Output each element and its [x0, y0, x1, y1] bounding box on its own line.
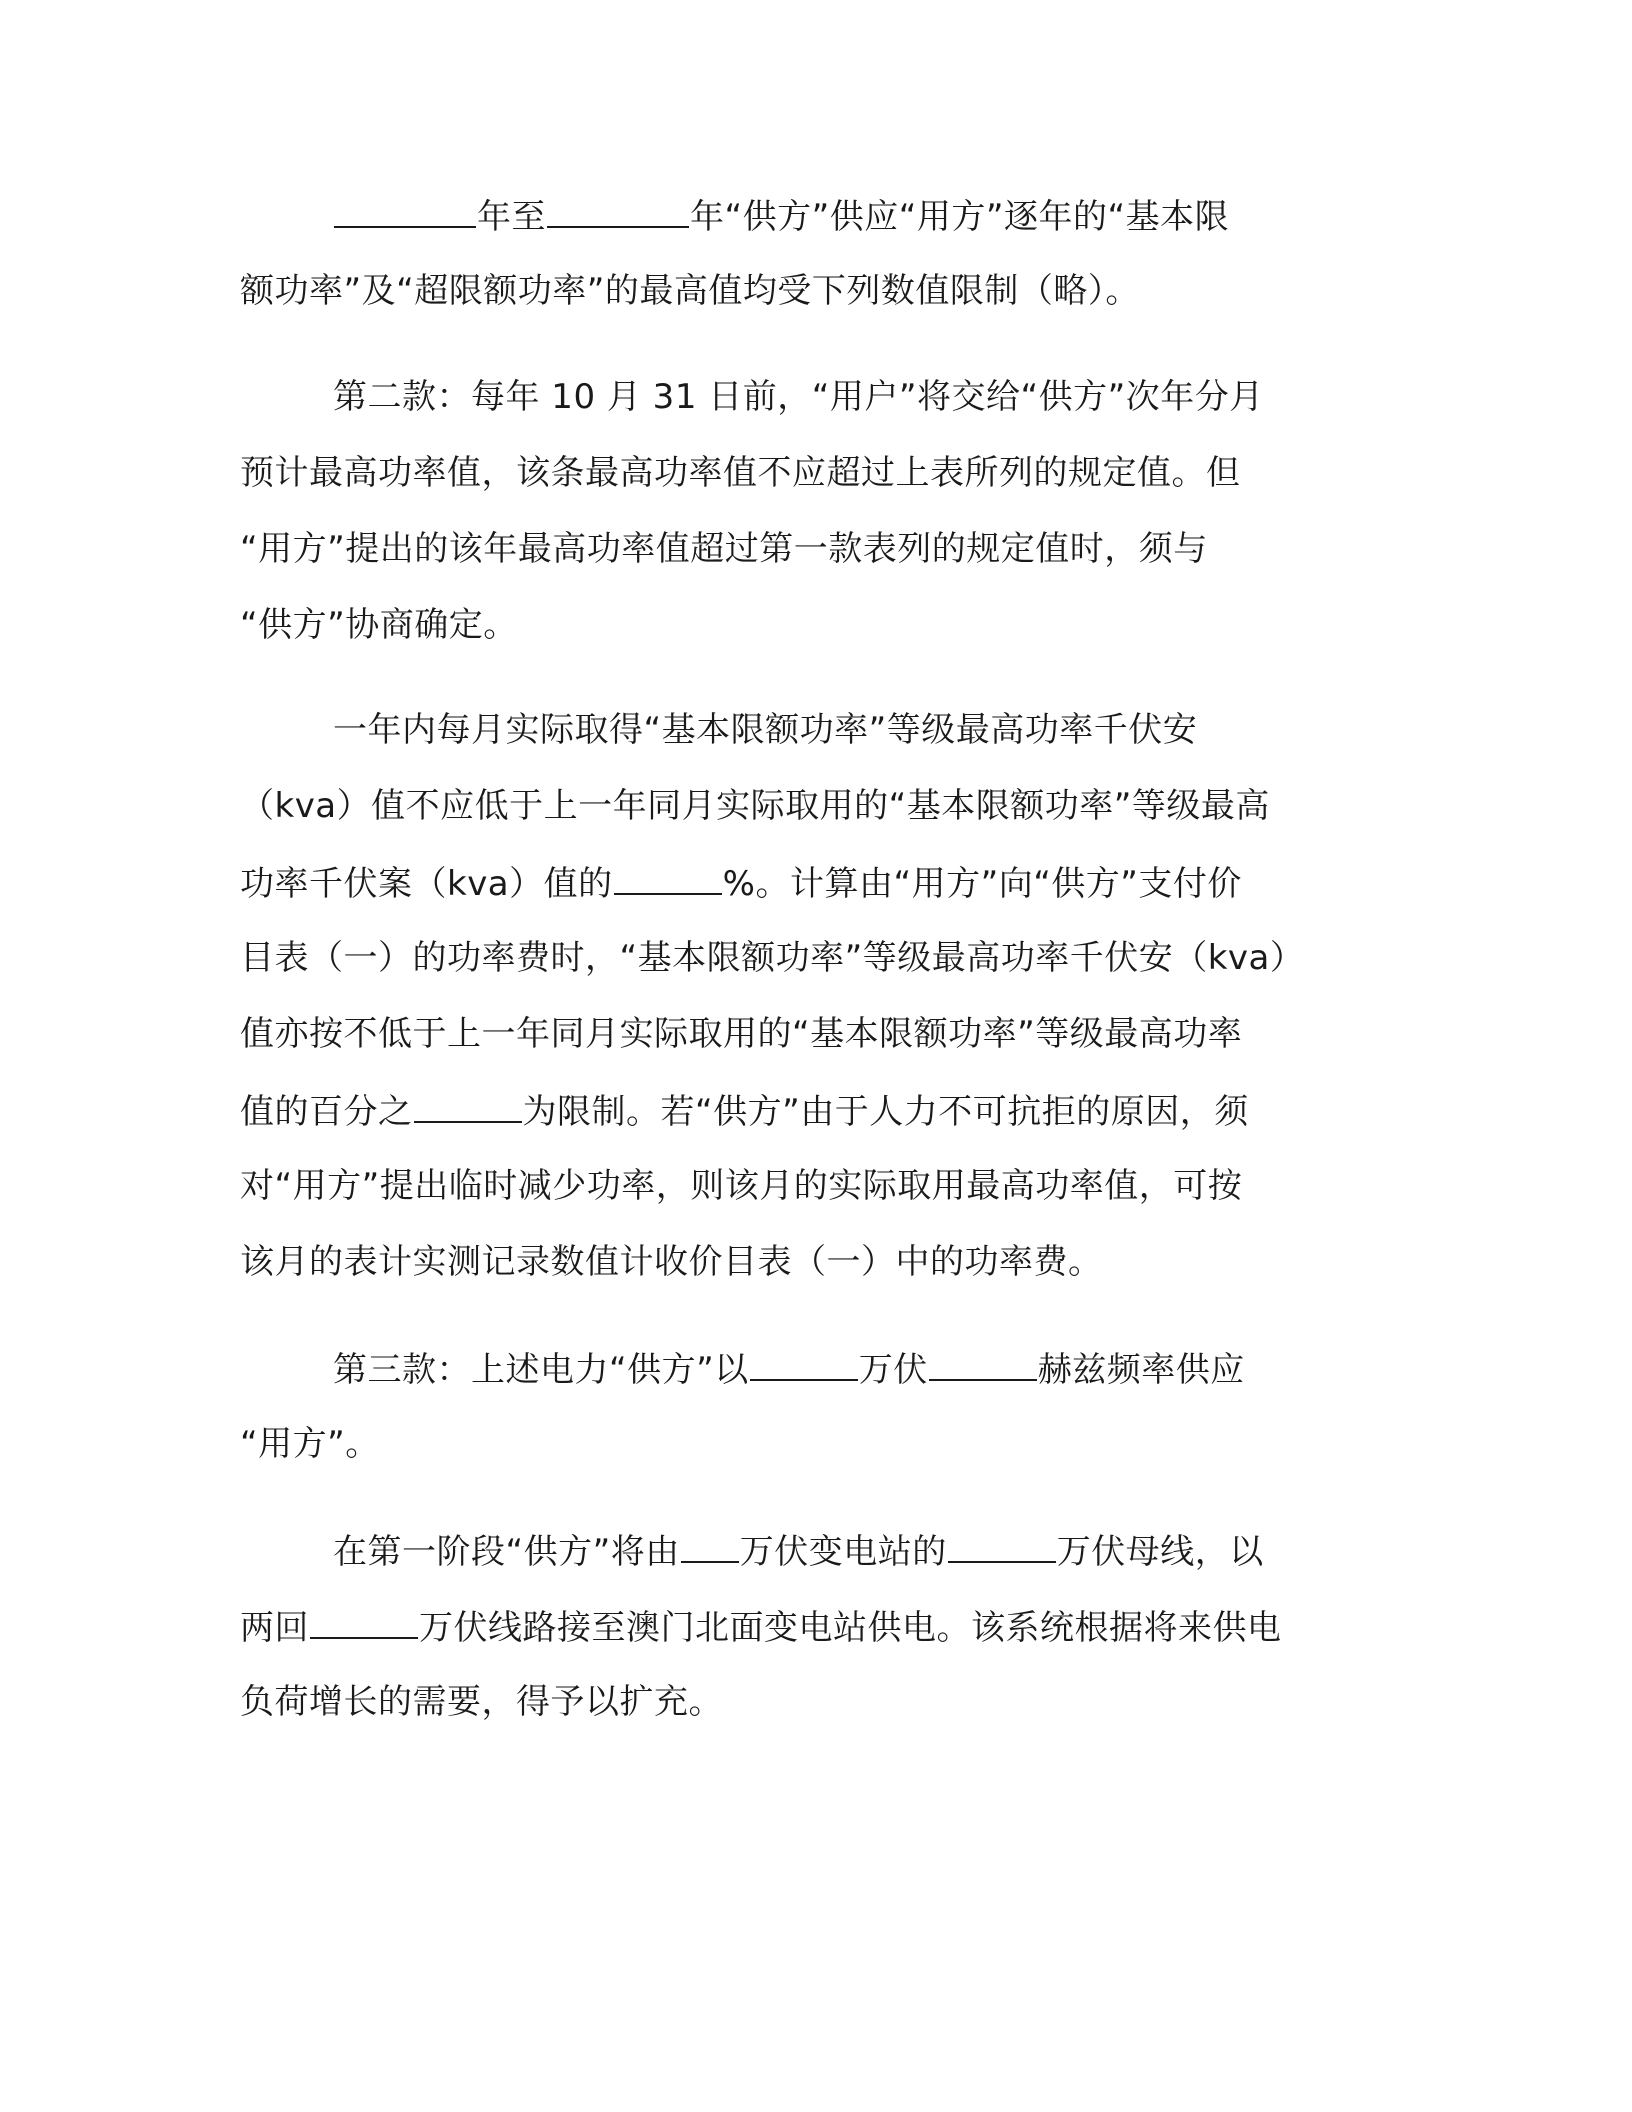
text-segment: “用方”提出的该年最高功率值超过第一款表列的规定值时，须与 — [240, 529, 1208, 569]
text-segment: 年“供方”供应“用方”逐年的“基本限 — [690, 197, 1230, 237]
paragraph-2-line-1 — [333, 372, 1264, 422]
paragraph-1-line-2 — [240, 266, 1140, 316]
fill-in-blank-line-voltage[interactable] — [310, 1601, 418, 1639]
paragraph-3-line-8 — [240, 1237, 1103, 1287]
text-segment: “用方”。 — [240, 1424, 380, 1464]
fill-in-blank-percent-limit[interactable] — [414, 1085, 522, 1123]
text-segment: 值亦按不低于上一年同月实际取用的“基本限额功率”等级最高功率 — [240, 1014, 1243, 1054]
paragraph-2-line-4 — [240, 600, 518, 650]
paragraph-3-line-5 — [240, 1009, 1242, 1059]
text-segment: 万伏 — [858, 1350, 928, 1390]
paragraph-3-line-7 — [240, 1161, 1242, 1211]
text-segment: 一年内每月实际取得“基本限额功率”等级最高功率千伏安 — [333, 710, 1198, 750]
text-segment: （kva）值不应低于上一年同月实际取用的“基本限额功率”等级最高 — [240, 786, 1270, 826]
paragraph-1-line-1 — [333, 190, 1229, 242]
text-segment: 功率千伏案（kva）值的 — [240, 864, 613, 904]
paragraph-3-line-3 — [240, 857, 1242, 909]
paragraph-5-line-3 — [240, 1677, 723, 1727]
text-segment: 万伏母线，以 — [1056, 1532, 1264, 1572]
text-segment: 两回 — [240, 1608, 309, 1648]
fill-in-blank-start-year[interactable] — [334, 190, 476, 228]
paragraph-2-line-3 — [240, 524, 1208, 574]
text-segment: 万伏线路接至澳门北面变电站供电。该系统根据将来供电 — [419, 1608, 1282, 1648]
text-segment: 为限制。若“供方”由于人力不可抗拒的原因，须 — [522, 1092, 1249, 1132]
text-segment: “供方”协商确定。 — [240, 605, 518, 645]
fill-in-blank-substation-voltage[interactable] — [681, 1525, 739, 1563]
fill-in-blank-voltage[interactable] — [750, 1343, 858, 1381]
text-segment: 第三款：上述电力“供方”以 — [333, 1350, 749, 1390]
text-segment: 年至 — [477, 197, 546, 237]
text-segment: 该月的表计实测记录数值计收价目表（一）中的功率费。 — [240, 1242, 1103, 1282]
text-segment: 目表（一）的功率费时，“基本限额功率”等级最高功率千伏安（kva） — [240, 938, 1305, 978]
paragraph-2-line-2 — [240, 448, 1241, 498]
fill-in-blank-end-year[interactable] — [547, 190, 689, 228]
paragraph-5-line-2 — [240, 1601, 1282, 1653]
paragraph-3-line-1 — [333, 705, 1197, 755]
fill-in-blank-frequency[interactable] — [929, 1343, 1037, 1381]
text-segment: 预计最高功率值，该条最高功率值不应超过上表所列的规定值。但 — [240, 453, 1241, 493]
paragraph-4-line-1 — [333, 1343, 1245, 1395]
text-segment: 赫兹频率供应 — [1037, 1350, 1245, 1390]
text-segment: %。计算由“用方”向“供方”支付价 — [722, 864, 1242, 904]
fill-in-blank-busbar-voltage[interactable] — [948, 1525, 1056, 1563]
text-segment: 第二款：每年 10 月 31 日前，“用户”将交给“供方”次年分月 — [333, 377, 1264, 417]
paragraph-3-line-2 — [240, 781, 1270, 831]
text-segment: 万伏变电站的 — [739, 1532, 947, 1572]
text-segment: 在第一阶段“供方”将由 — [333, 1532, 680, 1572]
text-segment: 负荷增长的需要，得予以扩充。 — [240, 1682, 723, 1722]
fill-in-blank-percentage[interactable] — [614, 857, 722, 895]
paragraph-3-line-6 — [240, 1085, 1249, 1137]
text-segment: 对“用方”提出临时减少功率，则该月的实际取用最高功率值，可按 — [240, 1166, 1243, 1206]
text-segment: 额功率”及“超限额功率”的最高值均受下列数值限制（略）。 — [240, 271, 1140, 311]
paragraph-3-line-4 — [240, 933, 1304, 983]
paragraph-5-line-1 — [333, 1525, 1264, 1577]
paragraph-4-line-2 — [240, 1419, 380, 1469]
text-segment: 值的百分之 — [240, 1092, 413, 1132]
